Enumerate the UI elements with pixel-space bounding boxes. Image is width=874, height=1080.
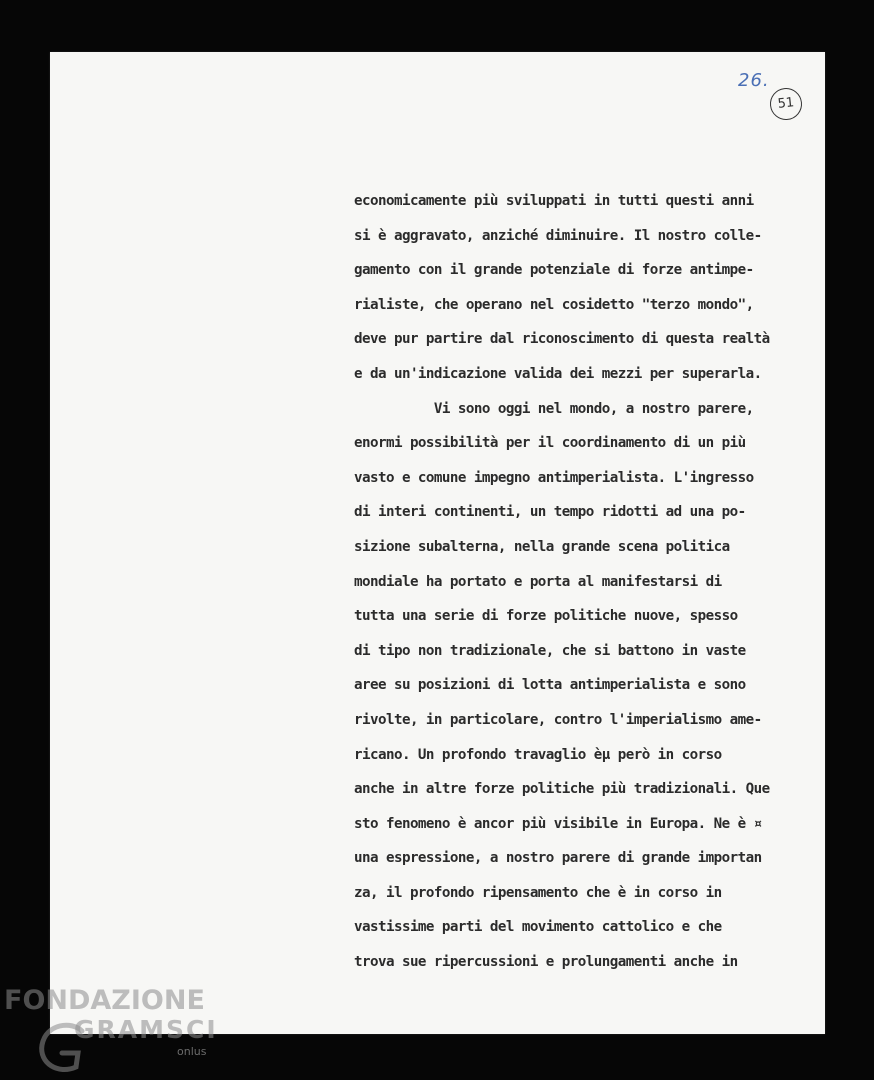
watermark-onlus: onlus bbox=[177, 1045, 207, 1058]
text-line: deve pur partire dal riconoscimento di questa realtà bbox=[354, 331, 770, 348]
text-line: gamento con il grande potenziale di forze antimpe- bbox=[354, 262, 754, 279]
text-line: aree su posizioni di lotta antimperialista e sono bbox=[354, 677, 746, 694]
text-line: mondiale ha portato e porta al manifestarsi di bbox=[354, 573, 722, 590]
text-line: sizione subalterna, nella grande scena politica bbox=[354, 538, 730, 555]
watermark-line1: FONDAZIONE bbox=[4, 985, 205, 1016]
typewritten-text bbox=[354, 184, 824, 980]
text-line: rivolte, in particolare, contro l'imperialismo ame- bbox=[354, 711, 762, 728]
text-line: rialiste, che operano nel cosidetto "terzo mondo", bbox=[354, 296, 754, 313]
text-line: una espressione, a nostro parere di grande importan bbox=[354, 850, 762, 867]
text-line: enormi possibilità per il coordinamento di un più bbox=[354, 435, 746, 452]
text-line: vasto e comune impegno antimperialista. L'ingresso bbox=[354, 469, 754, 486]
text-line: di tipo non tradizionale, che si battono in vaste bbox=[354, 642, 746, 659]
text-line: trova sue ripercussioni e prolungamenti anche in bbox=[354, 954, 738, 971]
text-line: si è aggravato, anziché diminuire. Il nostro colle- bbox=[354, 227, 762, 244]
fondazione-gramsci-watermark bbox=[4, 985, 224, 1080]
text-line: di interi continenti, un tempo ridotti ad una po- bbox=[354, 504, 746, 521]
circled-archive-number: 51 bbox=[768, 86, 803, 121]
text-line: za, il profondo ripensamento che è in corso in bbox=[354, 884, 722, 901]
handwritten-page-number: 26. bbox=[738, 70, 770, 91]
text-line: e da un'indicazione valida dei mezzi per superarla. bbox=[354, 365, 762, 382]
text-line: Vi sono oggi nel mondo, a nostro parere, bbox=[354, 400, 754, 417]
text-line: anche in altre forze politiche più tradizionali. Que bbox=[354, 781, 770, 798]
text-line: tutta una serie di forze politiche nuove, spesso bbox=[354, 608, 738, 625]
text-line: vastissime parti del movimento cattolico e che bbox=[354, 919, 722, 936]
text-line: ricano. Un profondo travaglio èµ però in corso bbox=[354, 746, 722, 763]
watermark-line2: GRAMSCI bbox=[74, 1015, 218, 1044]
text-line: sto fenomeno è ancor più visibile in Europa. Ne è ¤ bbox=[354, 815, 762, 832]
text-line: economicamente più sviluppati in tutti questi anni bbox=[354, 193, 754, 209]
